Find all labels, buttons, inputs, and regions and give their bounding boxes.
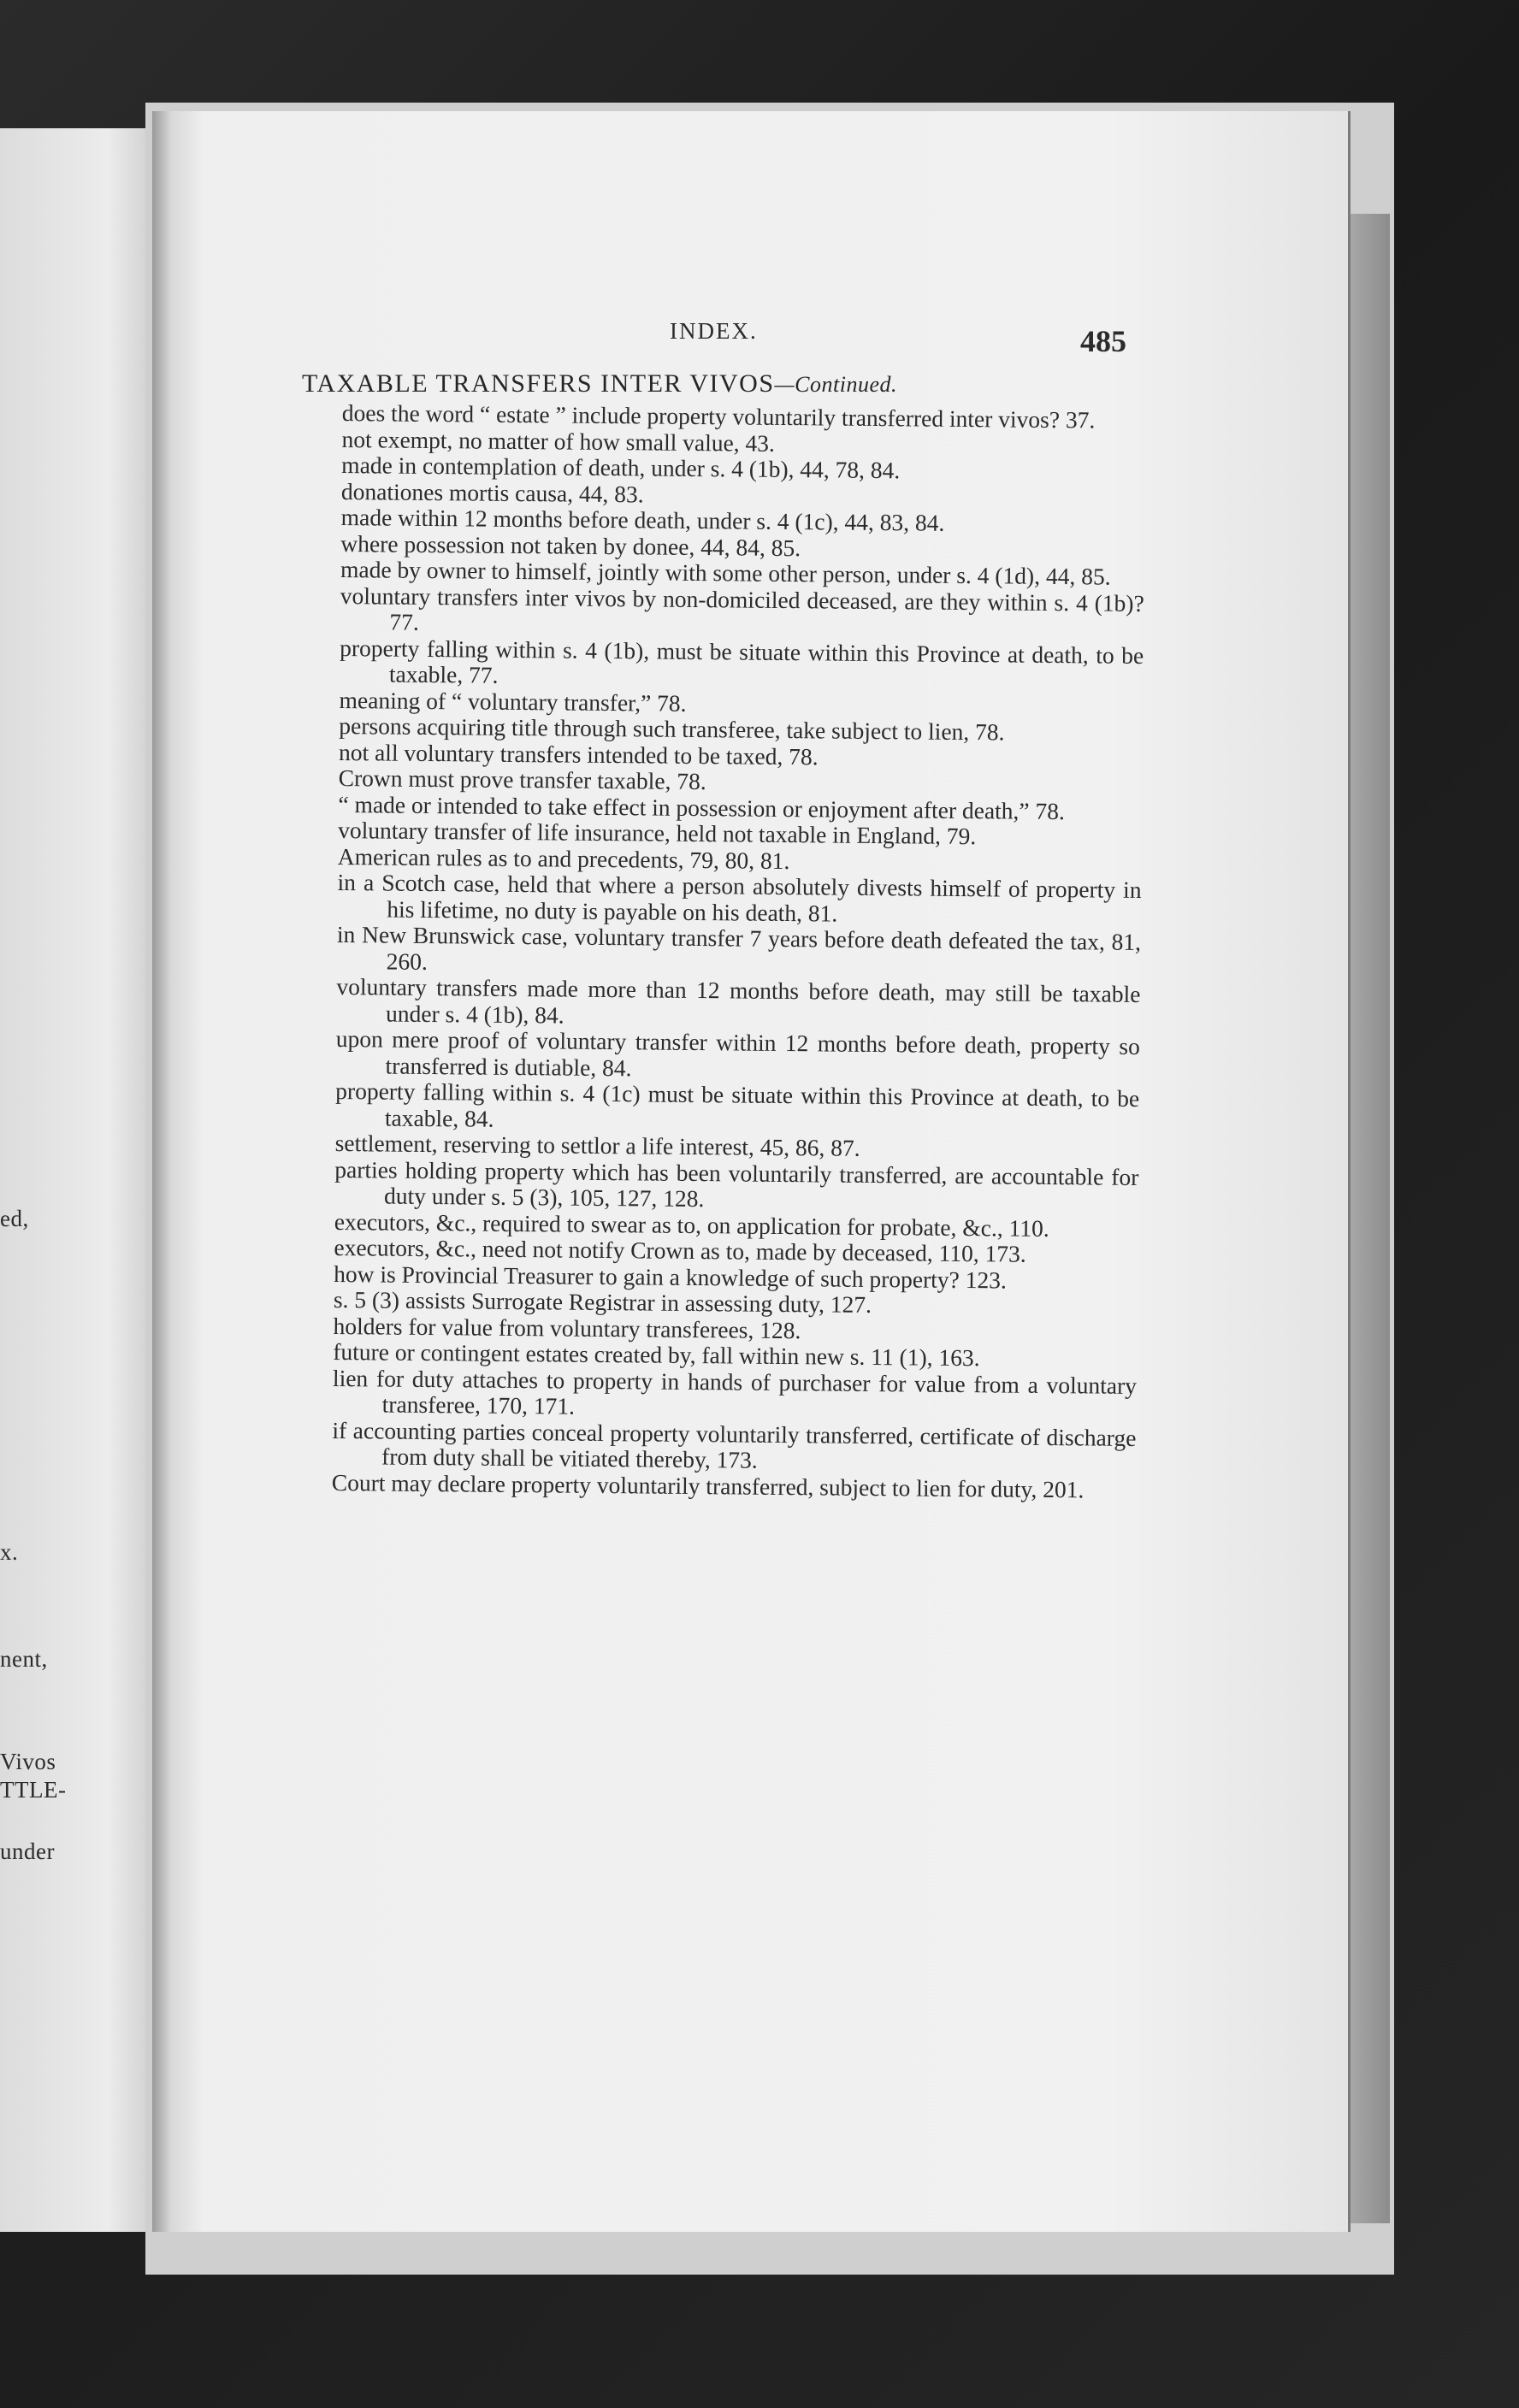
index-entry: s. 5 (3) assists Surrogate Registrar in assessing duty, 127. [333,1285,872,1318]
index-entry: how is Provincial Treasurer to gain a knowledge of such property? 123. [334,1260,1007,1294]
index-entry: in New Brunswick case, voluntary transfer 7 years before death defeated the tax, 81, 260. [336,920,1142,975]
index-entry: property falling within s. 4 (1b), must be situate within this Province at death, to be taxable, 77. [340,634,1144,688]
index-entry: persons acquiring title through such transferee, take subject to lien, 78. [339,711,1005,746]
index-entry: Crown must prove transfer taxable, 78. [338,764,706,795]
index-entry: not exempt, no matter of how small value, 43. [341,425,776,457]
left-page-fragment: TTLE- [0,1777,67,1803]
page-number: 485 [1080,324,1126,358]
index-entry: made by owner to himself, jointly with some other person, under s. 4 (1d), 44, 85. [340,555,1111,590]
left-page-fragment: nent, [0,1646,48,1672]
index-entry: settlement, reserving to settlor a life interest, 45, 86, 87. [334,1129,860,1161]
index-entry: in a Scotch case, held that where a person absolutely divests himself of property in his lifetime, no duty is payable on his death, 81. [337,868,1142,927]
index-entries [332,400,1146,1503]
index-entry: American rules as to and precedents, 79, 80, 81. [337,842,790,874]
index-entry: executors, &c., need not notify Crown as to, made by deceased, 110, 173. [334,1233,1026,1267]
index-entry: voluntary transfers inter vivos by non-domiciled deceased, are they within s. 4 (1b)? 77. [340,581,1144,635]
index-entry: made within 12 months before death, under s. 4 (1c), 44, 83, 84. [340,503,945,536]
heading-continued: —Continued. [774,372,897,397]
index-entry: property falling within s. 4 (1c) must be situate within this Province at death, to be taxable, 84. [335,1077,1140,1132]
index-entry: donationes mortis causa, 44, 83. [340,477,644,507]
index-entry: upon mere proof of voluntary transfer within 12 months before death, property so transferred is dutiable, 84. [335,1024,1140,1081]
left-page-fragment: Vivos [0,1749,56,1774]
index-entry: lien for duty attaches to property in hands of purchaser for value from a voluntary transferee, 170, 171. [332,1364,1138,1419]
index-entry: holders for value from voluntary transferees, 128. [333,1312,801,1343]
index-entry: Court may declare property voluntarily transferred, subject to lien for duty, 201. [331,1468,1085,1502]
index-entry: made in contemplation of death, under s. 4 (1b), 44, 78, 84. [341,451,901,484]
left-facing-page [0,128,159,2232]
index-entry: if accounting parties conceal property voluntarily transferred, certificate of discharge from duty shall be vitiated thereby, 173. [332,1416,1137,1473]
index-entry: “ made or intended to take effect in possession or enjoyment after death,” 78. [338,790,1066,824]
heading-title: TAXABLE TRANSFERS INTER VIVOS [302,369,775,398]
left-page-fragment: ed, [0,1206,29,1231]
index-entry: future or contingent estates created by, fall within new s. 11 (1), 163. [333,1337,980,1372]
index-entry: where possession not taken by donee, 44, 84, 85. [340,529,801,561]
index-entry: voluntary transfers made more than 12 months before death, may still be taxable under s. 4 (1b), 84. [336,972,1141,1029]
index-heading [302,369,897,398]
running-head: INDEX. [670,318,758,344]
left-page-fragment: under [0,1838,55,1864]
index-entry: parties holding property which has been voluntarily transferred, are accountable for duty under s. 5 (3), 105, 127, 128. [334,1155,1139,1213]
left-page-fragment: x. [0,1539,19,1565]
index-entry: voluntary transfer of life insurance, held not taxable in England, 79. [338,816,977,850]
index-entry: not all voluntary transfers intended to be taxed, 78. [338,738,819,770]
index-entry: executors, &c., required to swear as to, on application for probate, &c., 110. [334,1207,1049,1242]
index-entry: does the word “ estate ” include property voluntarily transferred inter vivos? 37. [341,399,1096,434]
index-entry: meaning of “ voluntary transfer,” 78. [339,686,687,717]
